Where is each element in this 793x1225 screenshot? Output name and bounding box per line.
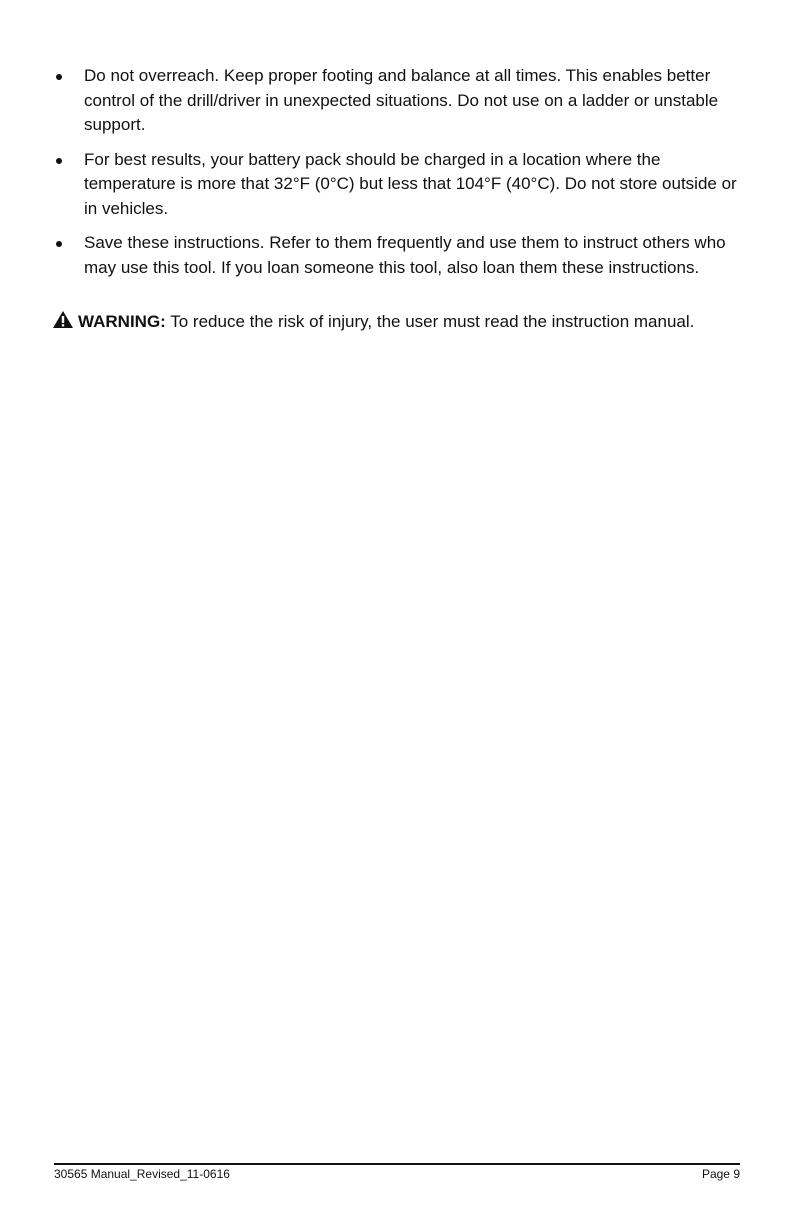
- warning-text: To reduce the risk of injury, the user must read the instruction manual.: [165, 312, 695, 331]
- bullet-icon: [56, 74, 62, 80]
- list-item: [54, 64, 744, 138]
- list-item: [54, 148, 744, 222]
- bullet-text: For best results, your battery pack should be charged in a location where the temperature is more that 32°F (0°C) but less that 104°F (40°C). Do not store outside or in vehicles.: [84, 149, 737, 218]
- bullet-icon: [56, 241, 62, 247]
- footer-page-number: Page 9: [701, 1167, 740, 1181]
- page-content: [54, 64, 744, 311]
- warning-block: [54, 310, 704, 335]
- footer-divider: [54, 1163, 740, 1165]
- warning-label: WARNING:: [78, 312, 166, 331]
- page-footer: [54, 1167, 740, 1181]
- warning-notice: [0, 286, 744, 311]
- footer-document-id: 30565 Manual_Revised_11-0616: [54, 1167, 230, 1181]
- list-item: [54, 231, 744, 280]
- bullet-icon: [56, 158, 62, 164]
- bullet-text: Do not overreach. Keep proper footing and balance at all times. This enables better control of the drill/driver in unexpected situations. Do not use on a ladder or unstable support.: [84, 66, 719, 134]
- bullet-text: Save these instructions. Refer to them frequently and use them to instruct others who may use this tool. If you loan someone this tool, also loan them these instructions.: [84, 233, 726, 277]
- warning-triangle-icon: [52, 310, 74, 329]
- safety-bullet-list: [54, 64, 744, 280]
